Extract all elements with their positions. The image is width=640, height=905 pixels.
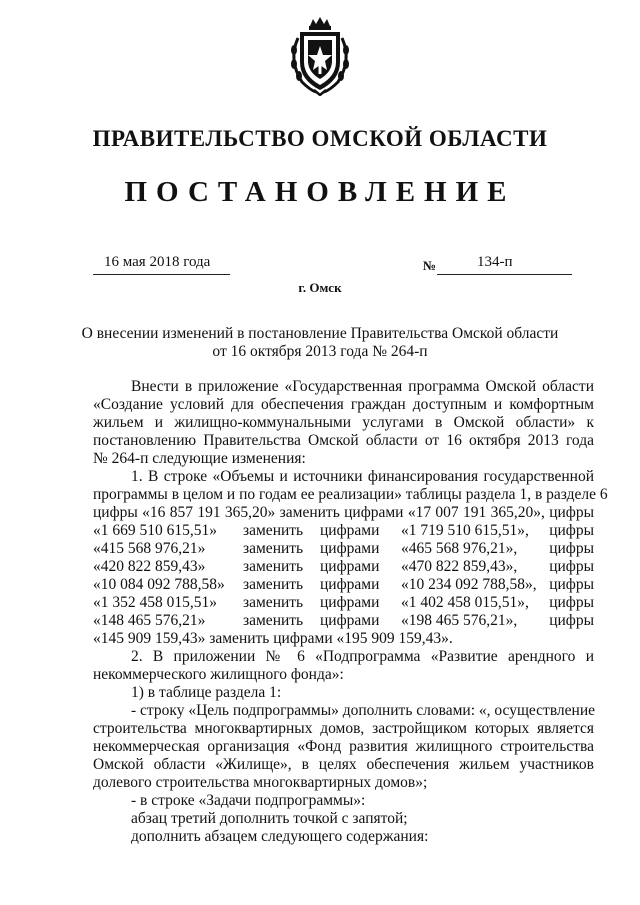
replace-word: цифрами (320, 522, 380, 539)
replacement-row (93, 558, 594, 576)
replace-word: цифрами (320, 594, 380, 611)
tail-word: цифры (549, 540, 594, 557)
item2-line: долевого строительства многоквартирных домов»; (93, 774, 428, 791)
tail-word: цифры (549, 522, 594, 539)
tail-word: цифры (549, 612, 594, 629)
item1-line: 1. В строке «Объемы и источники финансирования государственной (131, 468, 594, 485)
replace-verb: заменить (243, 522, 304, 539)
old-value: «415 568 976,21» (93, 540, 206, 557)
document-number: 134-п (477, 254, 513, 270)
item1-line: программы в целом и по годам ее реализации» таблицы раздела 1, в разделе 6 (93, 486, 608, 503)
omsk-coat-of-arms-icon (286, 16, 354, 96)
replace-verb: заменить (243, 558, 304, 575)
intro-line: постановлению Правительства Омской области от 16 октября 2013 года (93, 432, 594, 449)
item2-line: дополнить абзацем следующего содержания: (131, 828, 429, 845)
item2-line: 1) в таблице раздела 1: (131, 684, 282, 701)
new-value: «1 402 458 015,51», (401, 594, 529, 611)
replace-verb: заменить (243, 576, 304, 593)
item2-line: - в строке «Задачи подпрограммы»: (131, 792, 366, 809)
item2-line: - строку «Цель подпрограммы» дополнить словами: «, осуществление (131, 702, 596, 719)
replacement-row (93, 522, 594, 540)
new-value: «470 822 859,43», (401, 558, 518, 575)
item2-line: 2. В приложении № 6 «Подпрограмма «Развитие арендного и (131, 648, 594, 665)
replacement-row (93, 612, 594, 630)
number-field (437, 254, 572, 275)
document-date: 16 мая 2018 года (104, 254, 211, 270)
old-value: «1 352 458 015,51» (93, 594, 217, 611)
item2-line: некоммерческая организация «Фонд развития жилищного строительства (93, 738, 594, 755)
tail-word: цифры (549, 558, 594, 575)
tail-word: цифры (549, 576, 594, 593)
city-label: г. Омск (298, 280, 342, 295)
old-value: «148 465 576,21» (93, 612, 206, 629)
replacement-row (93, 576, 594, 594)
replacement-row (93, 594, 594, 612)
intro-line: «Создание условий для обеспечения граждан доступным и комфортным (93, 396, 594, 413)
new-value: «10 234 092 788,58», (401, 576, 537, 593)
date-field (93, 254, 230, 275)
tail-word: цифры (549, 594, 594, 611)
replacement-row (93, 540, 594, 558)
item2-line: Омской области «Жилище», в целях обеспечения жильем участников (93, 756, 594, 773)
item2-line: абзац третий дополнить точкой с запятой; (131, 810, 408, 827)
replace-word: цифрами (320, 540, 380, 557)
intro-line: № 264-п следующие изменения: (93, 450, 306, 467)
replace-word: цифрами (320, 576, 380, 593)
government-title: ПРАВИТЕЛЬСТВО ОМСКОЙ ОБЛАСТИ (92, 126, 548, 151)
item2-line: строительства многоквартирных домов, застройщиком которых является (93, 720, 594, 737)
old-value: «420 822 859,43» (93, 558, 206, 575)
intro-line: жильем и жилищно-коммунальными услугами в Омской области» к (93, 414, 594, 431)
new-value: «465 568 976,21», (401, 540, 518, 557)
replace-verb: заменить (243, 612, 304, 629)
item1-last-line: «145 909 159,43» заменить цифрами «195 909 159,43». (93, 630, 453, 647)
new-value: «198 465 576,21», (401, 612, 518, 629)
new-value: «1 719 510 615,51», (401, 522, 529, 539)
replace-word: цифрами (320, 612, 380, 629)
old-value: «1 669 510 615,51» (93, 522, 217, 539)
item2-line: некоммерческого жилищного фонда»: (93, 666, 344, 683)
old-value: «10 084 092 788,58» (93, 576, 225, 593)
intro-line: Внести в приложение «Государственная программа Омской области (131, 378, 594, 395)
item1-line: цифры «16 857 191 365,20» заменить цифрами «17 007 191 365,20», цифры (93, 504, 594, 521)
subject-line-2: от 16 октября 2013 года № 264-п (212, 343, 428, 360)
number-label: № (423, 258, 437, 273)
replace-verb: заменить (243, 594, 304, 611)
document-type-heading: ПОСТАНОВЛЕНИЕ (124, 176, 516, 208)
subject-line-1: О внесении изменений в постановление Правительства Омской области (81, 325, 559, 342)
replace-verb: заменить (243, 540, 304, 557)
replace-word: цифрами (320, 558, 380, 575)
